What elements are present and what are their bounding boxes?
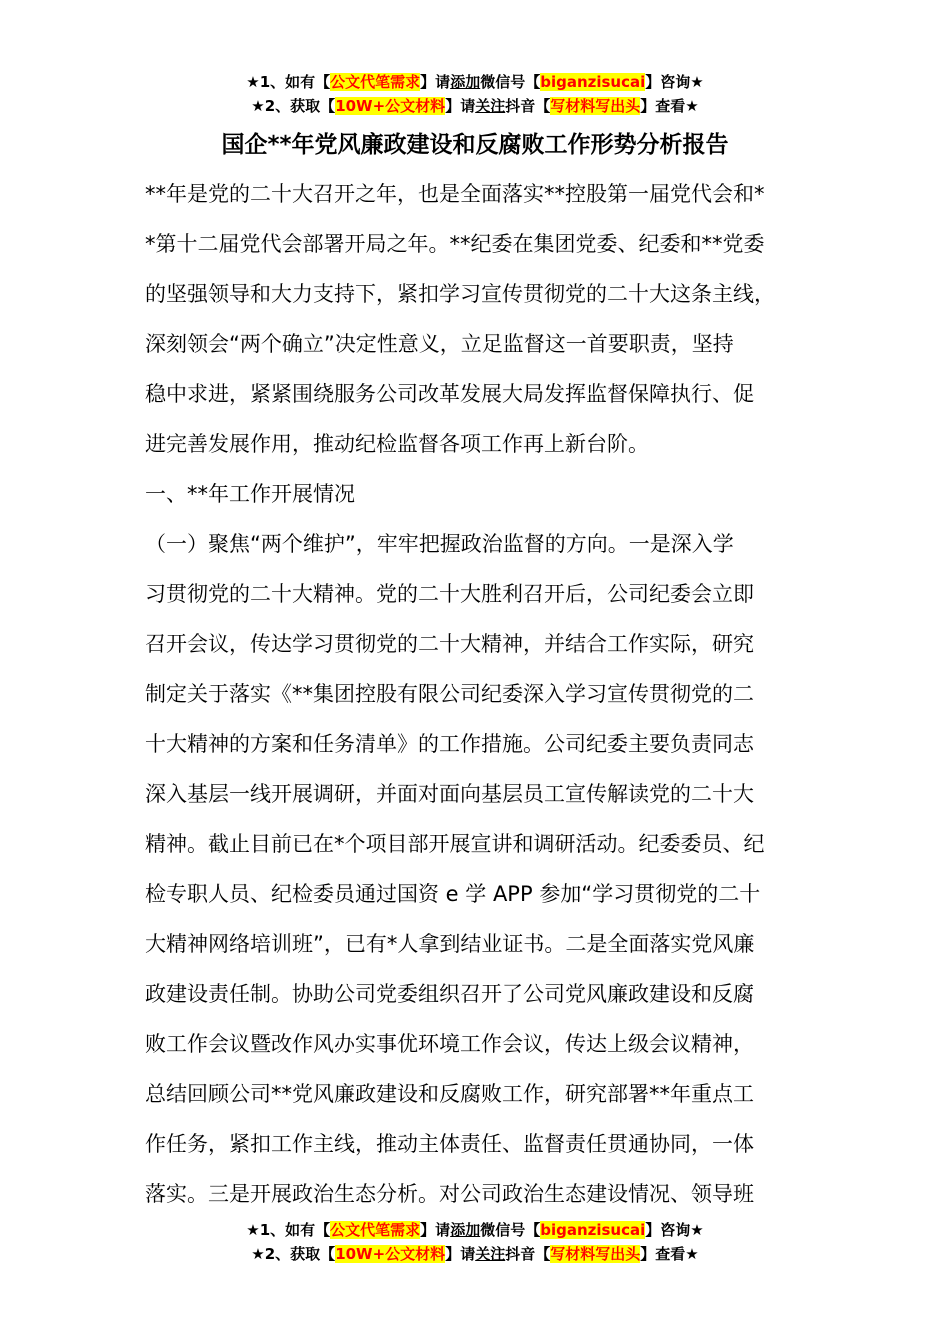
emphasis-add: 添加 bbox=[450, 73, 481, 91]
body-line: 十大精神的方案和任务清单》的工作措施。公司纪委主要负责同志 bbox=[145, 732, 754, 756]
document-body bbox=[145, 169, 810, 1219]
body-line: 的坚强领导和大力支持下，紧扣学习宣传贯彻党的二十大这条主线， bbox=[145, 282, 775, 306]
promo-banner-top bbox=[0, 70, 950, 118]
highlight-douyin-id: 写材料写出头 bbox=[550, 97, 641, 115]
body-line: 大精神网络培训班”，已有*人拿到结业证书。二是全面落实党风廉 bbox=[145, 932, 755, 956]
body-line: 精神。截止目前已在*个项目部开展宣讲和调研活动。纪委委员、纪 bbox=[145, 832, 765, 856]
promo-banner-bottom bbox=[0, 1218, 950, 1266]
body-line: 稳中求进，紧紧围绕服务公司改革发展大局发挥监督保障执行、促 bbox=[145, 382, 754, 406]
body-line: 深刻领会“两个确立”决定性意义，立足监督这一首要职责，坚持 bbox=[145, 332, 734, 356]
body-line: 习贯彻党的二十大精神。党的二十大胜利召开后，公司纪委会立即 bbox=[145, 582, 754, 606]
highlight-service: 公文代笔需求 bbox=[330, 1221, 421, 1239]
highlight-materials: 10W+公文材料 bbox=[335, 97, 446, 115]
document-title: 国企**年党风廉政建设和反腐败工作形势分析报告 bbox=[221, 132, 729, 158]
body-line: 败工作会议暨改作风办实事优环境工作会议，传达上级会议精神， bbox=[145, 1032, 754, 1056]
body-line: 进完善发展作用，推动纪检监督各项工作再上新台阶。 bbox=[145, 432, 649, 456]
body-line: **年是党的二十大召开之年，也是全面落实**控股第一届党代会和* bbox=[145, 182, 765, 206]
body-line: *第十二届党代会部署开局之年。**纪委在集团党委、纪委和**党委 bbox=[145, 232, 765, 256]
promo-line-1: ★1、如有【公文代笔需求】请添加微信号【biganzisucai】咨询★ bbox=[246, 1221, 704, 1239]
body-line: 政建设责任制。协助公司党委组织召开了公司党风廉政建设和反腐 bbox=[145, 982, 754, 1006]
body-line: 作任务，紧扣工作主线，推动主体责任、监督责任贯通协同，一体 bbox=[145, 1132, 754, 1156]
emphasis-follow: 关注 bbox=[475, 1245, 506, 1263]
emphasis-add: 添加 bbox=[450, 1221, 481, 1239]
body-line: 制定关于落实《**集团控股有限公司纪委深入学习宣传贯彻党的二 bbox=[145, 682, 754, 706]
highlight-wechat-id: biganzisucai bbox=[540, 73, 646, 91]
promo-line-2: ★2、获取【10W+公文材料】请关注抖音【写材料写出头】查看★ bbox=[251, 97, 699, 115]
body-line: 落实。三是开展政治生态分析。对公司政治生态建设情况、领导班 bbox=[145, 1182, 754, 1206]
body-line: 深入基层一线开展调研，并面对面向基层员工宣传解读党的二十大 bbox=[145, 782, 754, 806]
promo-line-2: ★2、获取【10W+公文材料】请关注抖音【写材料写出头】查看★ bbox=[251, 1245, 699, 1263]
body-line: 检专职人员、纪检委员通过国资 e 学 APP 参加“学习贯彻党的二十 bbox=[145, 882, 761, 906]
body-line: 召开会议，传达学习贯彻党的二十大精神，并结合工作实际，研究 bbox=[145, 632, 754, 656]
highlight-service: 公文代笔需求 bbox=[330, 73, 421, 91]
highlight-materials: 10W+公文材料 bbox=[335, 1245, 446, 1263]
highlight-wechat-id: biganzisucai bbox=[540, 1221, 646, 1239]
body-line: 总结回顾公司**党风廉政建设和反腐败工作，研究部署**年重点工 bbox=[145, 1082, 754, 1106]
body-line: 一、**年工作开展情况 bbox=[145, 482, 355, 506]
highlight-douyin-id: 写材料写出头 bbox=[550, 1245, 641, 1263]
promo-line-1: ★1、如有【公文代笔需求】请添加微信号【biganzisucai】咨询★ bbox=[246, 73, 704, 91]
emphasis-follow: 关注 bbox=[475, 97, 506, 115]
body-line: （一）聚焦“两个维护”，牢牢把握政治监督的方向。一是深入学 bbox=[145, 532, 734, 556]
